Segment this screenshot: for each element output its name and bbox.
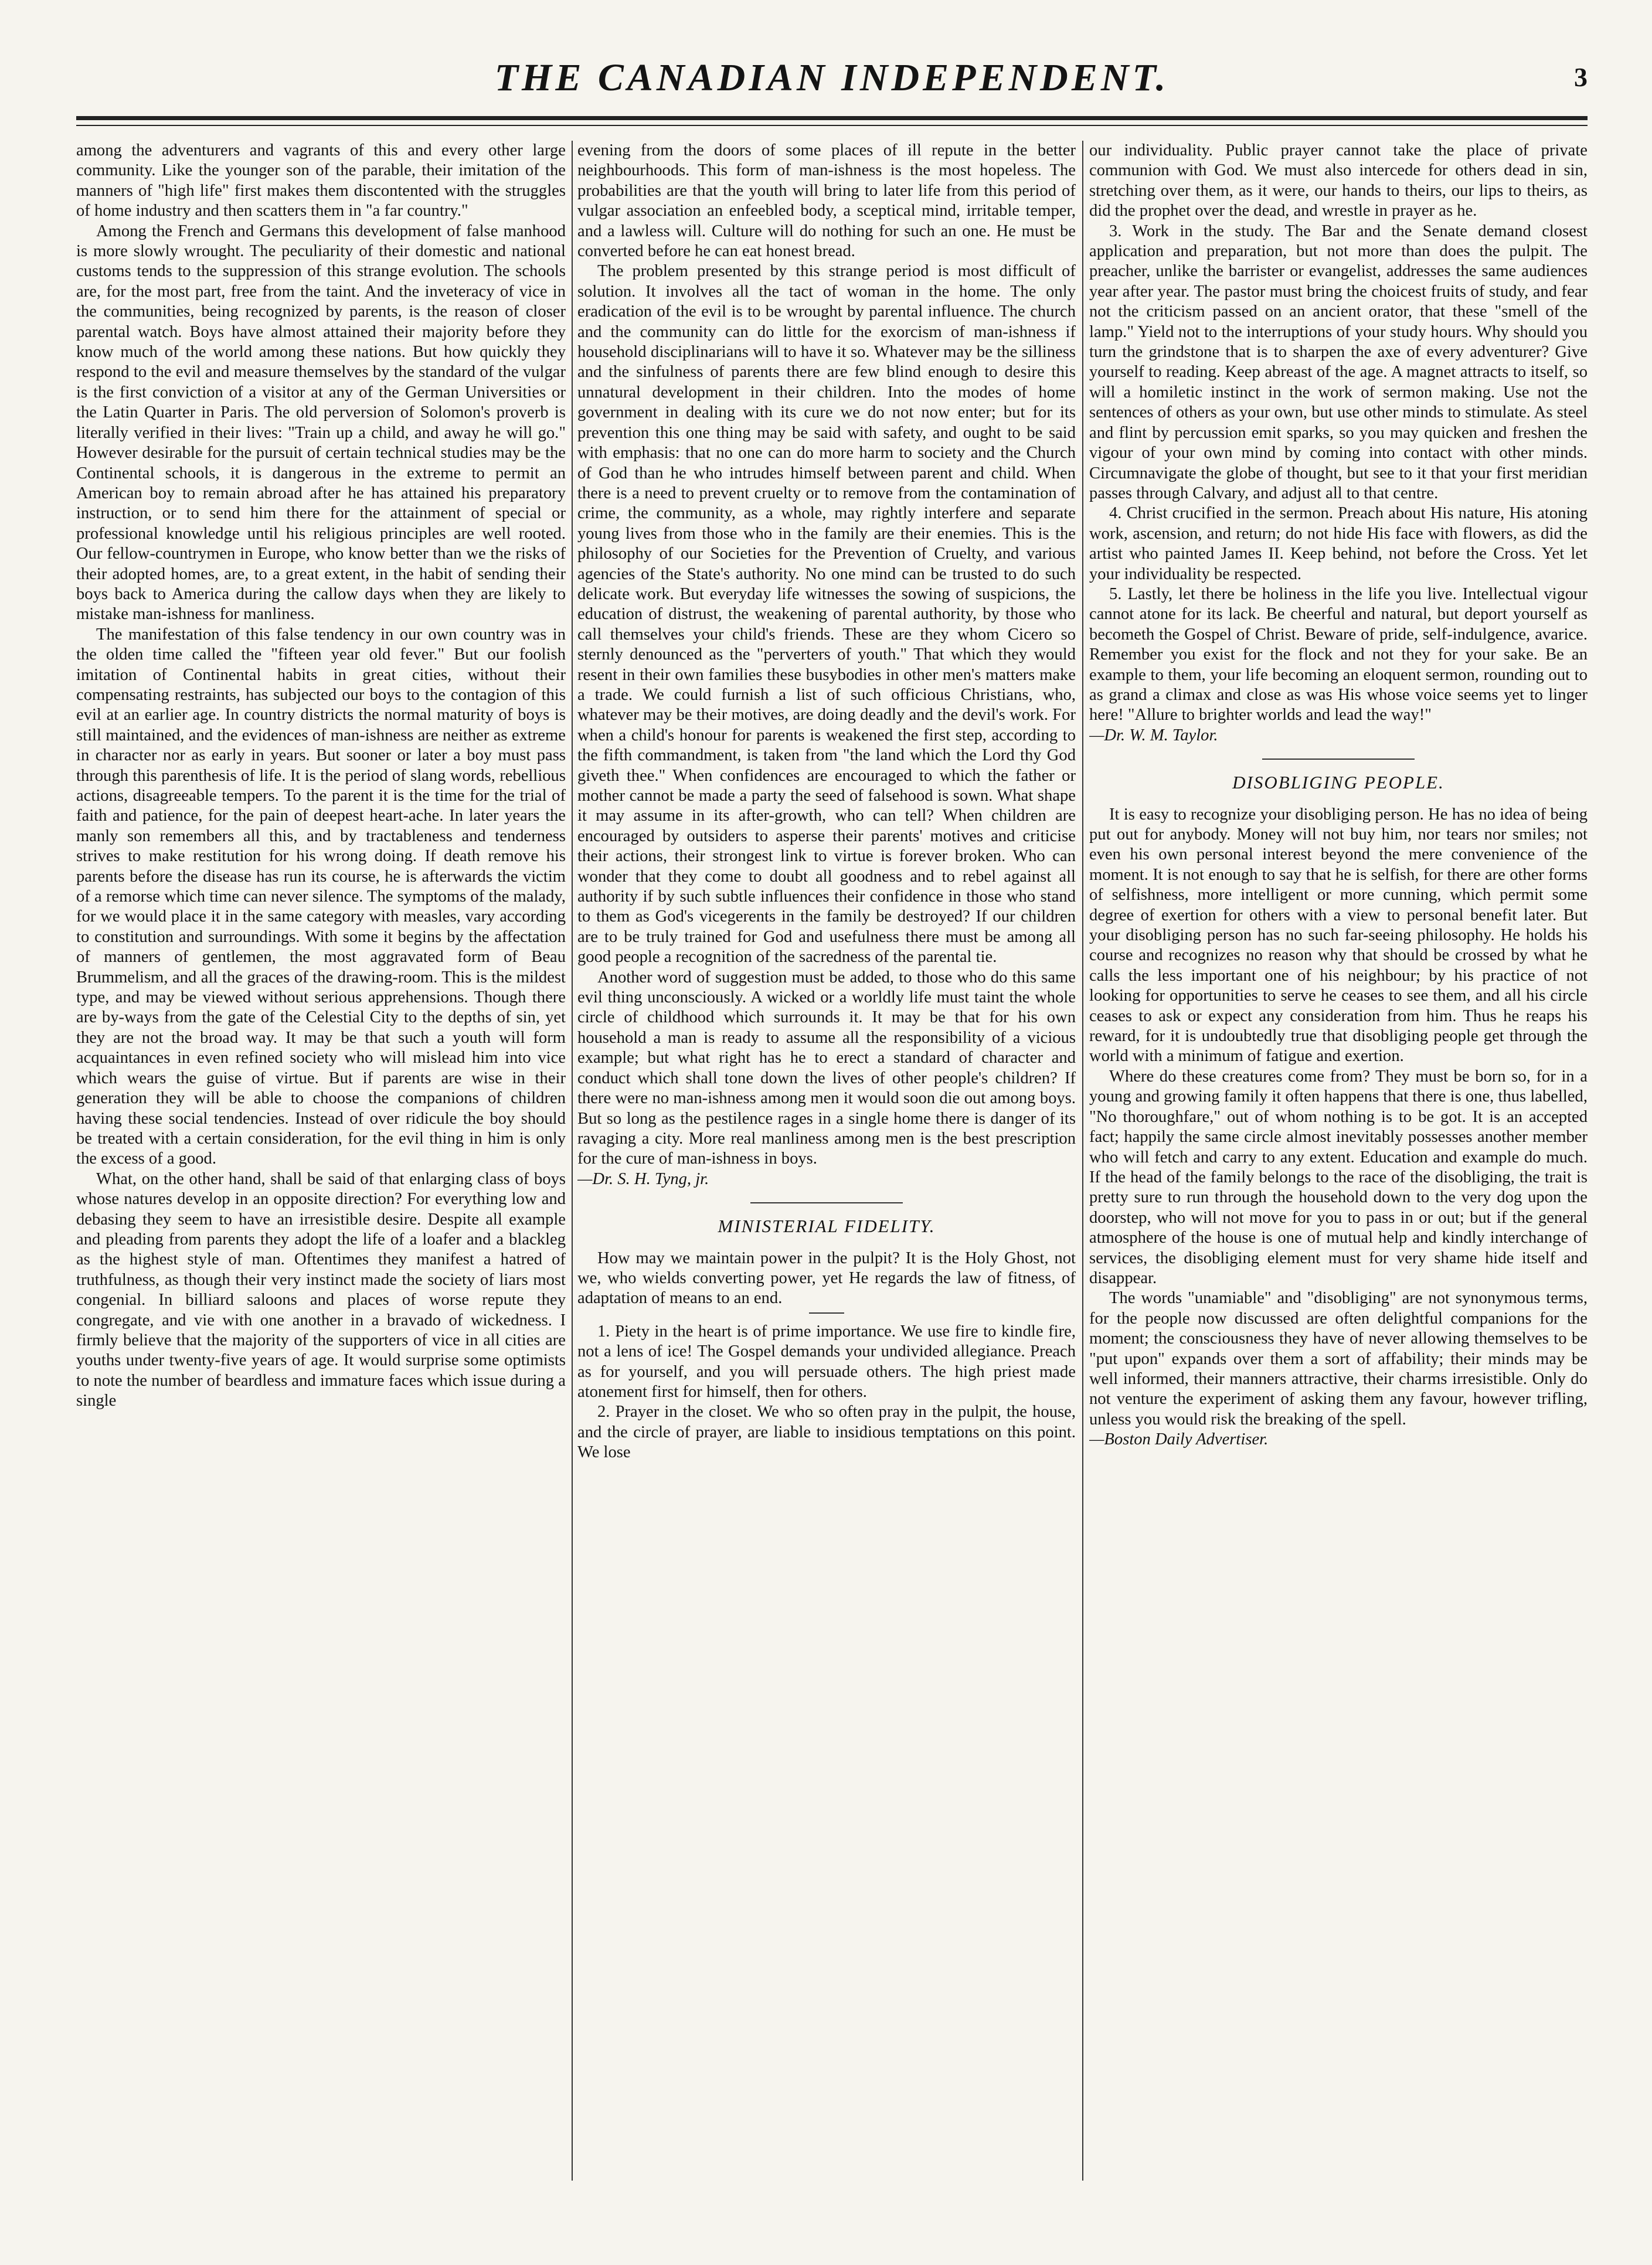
article-byline: —Dr. W. M. Taylor. xyxy=(1089,726,1218,744)
column-3 xyxy=(1089,141,1588,2222)
paragraph: among the adventurers and vagrants of this and every other large community. Like the younger son of the parable, their imitation of the manners of "high life" first makes them discontented with the struggles of home industry and then scatters them in "a far country." xyxy=(76,141,566,220)
article-divider xyxy=(750,1202,903,1203)
paragraph: Among the French and Germans this development of false manhood is more slowly wrought. The peculiarity of their domestic and national customs tends to the suppression of this strange evolution. The schools are, for the most part, free from the taint. And the inveteracy of vice in the communities, being recognized by parents, is the reason of closer parental watch. Boys have almost attained their majority before they know much of the world among these nations. But how quickly they respond to the evil and measure themselves by the standard of the vulgar is the first conviction of a visitor at any of the German Universities or the Latin Quarter in Paris. The old perversion of Solomon's proverb is literally verified in their lives: "Train up a child, and away he will go." However desirable for the pursuit of certain technical studies may be the Continental schools, it is dangerous in the extreme to permit an American boy to remain abroad after he has attained his preparatory instruction, or to send him there for the attainment of special or professional knowledge until his religious principles are well rooted. Our fellow-countrymen in Europe, who know better than we the risks of their adopted homes, are, to a great extent, in the habit of sending their boys back to America during the callow days when they are likely to mistake man-ishness for manliness. xyxy=(76,222,566,624)
column-divider xyxy=(572,141,573,2181)
article-byline: —Boston Daily Advertiser. xyxy=(1089,1430,1269,1449)
header-rule-thin xyxy=(76,125,1588,126)
paragraph: 4. Christ crucified in the sermon. Preach about His nature, His atoning work, ascension, and return; do not hide His face with flowers, as did the artist who painted James II. Keep behind, not before the Cross. Yet let your individuality be respected. xyxy=(1089,504,1588,583)
column-1 xyxy=(76,141,566,2222)
small-divider xyxy=(809,1312,844,1314)
paragraph: evening from the doors of some places of ill repute in the better neighbourhoods. This form of man-ishness is the most hopeless. The probabilities are that the youth will bring to later life from this period of vulgar association an enfeebled body, a sceptical mind, irritable temper, and a lawless will. Culture will do nothing for such an one. He must be converted before he can eat honest bread. xyxy=(577,141,1076,261)
paragraph: Where do these creatures come from? They must be born so, for in a young and growing family it often happens that there is one, thus labelled, "No thoroughfare," out of whom nothing is to be got. It is an accepted fact; happily the same circle almost inevitably possesses another member who will fetch and carry to any extent. Education and example do much. If the head of the family belongs to the race of the disobliging, the trait is pretty sure to run through the household down to the very dog upon the doorstep, who will not move for you to pass in or out; but if the general atmosphere of the house is one of mutual help and kindly interchange of services, the disobliging element must for very shame hide itself and disappear. xyxy=(1089,1067,1588,1287)
paragraph: Another word of suggestion must be added, to those who do this same evil thing unconsciously. A wicked or a worldly life must taint the whole circle of childhood which surrounds it. It may be that for his own household a man is ready to assume all the responsibility of a vicious example; but what right has he to erect a standard of character and conduct which shall tone down the lives of other people's children? If there were no man-ishness among men it would soon die out among boys. But so long as the pestilence rages in a single home there is danger of its ravaging a city. More real manliness among men is the best prescription for the cure of man-ishness in boys. xyxy=(577,968,1076,1168)
paragraph: The manifestation of this false tendency in our own country was in the olden time called the "fifteen year old fever." But our foolish imitation of Continental habits in great cities, without their compensating restraints, has subjected our boys to the contagion of this evil at an earlier age. In country districts the normal maturity of boys is still maintained, and the evidences of man-ishness are neither as extreme in character nor as early in years. But sooner or later a boy must pass through this parenthesis of life. It is the period of slang words, rebellious actions, disagreeable tempers. To the parent it is the time for the trial of faith and patience, for the pain of deepest heart-ache. In later years the manly son remembers all this, and by tractableness and tenderness strives to make restitution for his wrong doing. If death remove his parents before the disease has run its course, he is afterwards the victim of a remorse which time can never silence. The symptoms of the malady, for we would place it in the same category with measles, vary according to constitution and surroundings. With some it begins by the affectation of manners of gentlemen, the most aggravated form of Beau Brummelism, and all the graces of the drawing-room. This is the mildest type, and may be viewed without serious apprehensions. Though there are by-ways from the gate of the Celestial City to the depths of sin, yet they are not the broad way. It may be that such a youth will form acquaintances in even refined society who will mislead him into vice which wears the guise of virtue. But if parents are wise in their generation they will be able to choose the companions of children having these social tendencies. Instead of over ridicule the boy should be treated with a certain consideration, for the evil thing in him is only the excess of a good. xyxy=(76,625,566,1168)
article-heading: DISOBLIGING PEOPLE. xyxy=(1232,772,1444,793)
column-2 xyxy=(577,141,1076,2222)
paragraph: The words "unamiable" and "disobliging" are not synonymous terms, for the people now discussed are often delightful companions for the moment; the consciousness they have of never allowing themselves to be "put upon" expands over them a sort of affability; their minds may be well informed, their manners attractive, their charms irresistible. Only do not venture the experiment of asking them any favour, however trifling, unless you would risk the breaking of the spell. xyxy=(1089,1289,1588,1429)
masthead xyxy=(76,56,1588,108)
paragraph: It is easy to recognize your disobliging person. He has no idea of being put out for anybody. Money will not buy him, nor tears nor smiles; not even his own personal interest beyond the mere convenience of the moment. It is not enough to say that he is selfish, for there are other forms of selfishness, more intelligent or more cunning, which permit some degree of exertion for others with a view to personal benefit later. But your disobliging person has no such far-seeing philosophy. He holds his course and recognizes no reason why that should be crossed by what he calls the less important one of his neighbour; by his practice of not looking for opportunities to serve he ceases to see them, and all his circle ceases to ask or expect any consideration from him. Thus he reaps his reward, for it is undoubtedly true that disobliging people get through the world with a minimum of fatigue and exertion. xyxy=(1089,805,1588,1066)
paragraph: our individuality. Public prayer cannot take the place of private communion with God. We must also intercede for others dead in sin, stretching over them, as it were, our hands to theirs, our lips to theirs, as did the prophet over the dead, and wrestle in prayer as he. xyxy=(1089,141,1588,220)
paragraph: 5. Lastly, let there be holiness in the life you live. Intellectual vigour cannot atone for its lack. Be cheerful and natural, but deport yourself as becometh the Gospel of Christ. Beware of pride, self-indulgence, avarice. Remember you exist for the flock and not they for your sake. Be an example to them, your life becoming an eloquent sermon, rounding out to as grand a climax and close as was His whose voice seems yet to linger here! "Allure to brighter worlds and lead the way!" xyxy=(1089,584,1588,725)
paragraph: 3. Work in the study. The Bar and the Senate demand closest application and preparation, but not more than does the pulpit. The preacher, unlike the barrister or evangelist, addresses the same audiences year after year. The pastor must bring the choicest fruits of study, and fear not the criticism passed on an ancient orator, that these "smell of the lamp." Yield not to the interruptions of your study hours. Why should you turn the grindstone that is to sharpen the axe of every adventurer? Give yourself to reading. Keep abreast of the age. A magnet attracts to itself, so will a homiletic instinct in the work of sermon making. Use not the sentences of others as your own, but use other minds to stimulate. As steel and flint by percussion emit sparks, so you may quicken and freshen the vigour of your own mind by coming into contact with other minds. Circumnavigate the globe of thought, but see to it that your first meridian passes through Calvary, and adjust all to that centre. xyxy=(1089,222,1588,502)
page-title: THE CANADIAN INDEPENDENT. xyxy=(494,56,1170,99)
paragraph: The problem presented by this strange period is most difficult of solution. It involves all the tact of woman in the home. The only eradication of the evil is to be wrought by parental influence. The church and the community can do little for the exorcism of man-ishness if household disciplinarians will to have it so. Whatever may be the silliness and the sinfulness of parents there are few blind enough to desire this unnatural development in their children. Into the modes of home government in dealing with its cure we do not now enter; but for its prevention this one thing may be said with safety, and ought to be said with emphasis: that no one can do more harm to society and the Church of God than he who intrudes himself between parent and child. When there is a need to prevent cruelty or to remove from the contamination of crime, the community, as a whole, may rightly interfere and separate young lives from those who in the family are their enemies. This is the philosophy of our Societies for the Prevention of Cruelty, and various agencies of the State's authority. No one mind can be trusted to do such delicate work. But everyday life witnesses the sowing of suspicions, the education of distrust, the weakening of parental authority, by those who call themselves your child's friends. These are they whom Cicero so sternly denounced as the "perverters of youth." That which they would resent in their own families these busybodies in other men's matters make a trade. We could furnish a list of such officious Christians, who, whatever may be their motives, are doing deadly and the devil's work. For when a child's honour for parents is weakened the first step, according to the fifth commandment, is taken from "the land which the Lord thy God giveth thee." When confidences are encouraged to which the father or mother cannot be made a party the seed of falsehood is sown. What shape it may assume in its after-growth, who can tell? When children are encouraged by outsiders to asperse their parents' motives and criticise their actions, their strongest link to virtue is forever broken. Who can wonder that they come to doubt all goodness and to rebel against all authority if by such subtle influences their confidence in those who stand to them as God's vicegerents in the family be destroyed? If our children are to be truly trained for God and usefulness there must be among all good people a recognition of the sacredness of the parental tie. xyxy=(577,262,1076,967)
paragraph: 1. Piety in the heart is of prime importance. We use fire to kindle fire, not a lens of ice! The Gospel demands your undivided allegiance. Preach as for yourself, and you will persuade others. The high priest made atonement first for himself, then for others. xyxy=(577,1322,1076,1401)
page-number: 3 xyxy=(1574,62,1588,92)
column-divider xyxy=(1082,141,1083,2181)
paragraph: How may we maintain power in the pulpit? It is the Holy Ghost, not we, who wields converting power, yet He regards the law of fitness, of adaptation of means to an end. xyxy=(577,1249,1076,1308)
article-byline: —Dr. S. H. Tyng, jr. xyxy=(577,1169,709,1188)
paragraph: 2. Prayer in the closet. We who so often pray in the pulpit, the house, and the circle of prayer, are liable to insidious temptations on this point. We lose xyxy=(577,1403,1076,1462)
article-heading: MINISTERIAL FIDELITY. xyxy=(718,1216,936,1237)
article-divider xyxy=(1262,759,1415,760)
header-rule-thick xyxy=(76,116,1588,120)
paragraph: What, on the other hand, shall be said of that enlarging class of boys whose natures develop in an opposite direction? For everything low and debasing they seem to have an irresistible desire. Despite all example and pleading from parents they adopt the life of a loafer and a blackleg as the highest style of man. Oftentimes they manifest a hatred of truthfulness, as though their very instinct made the society of liars most congenial. In billiard saloons and places of worse repute they congregate, and vie with one another in a bravado of wickedness. I firmly believe that the majority of the supporters of vice in all cities are youths under twenty-five years of age. It would surprise some optimists to note the number of beardless and immature faces which issue during a single xyxy=(76,1169,566,1410)
